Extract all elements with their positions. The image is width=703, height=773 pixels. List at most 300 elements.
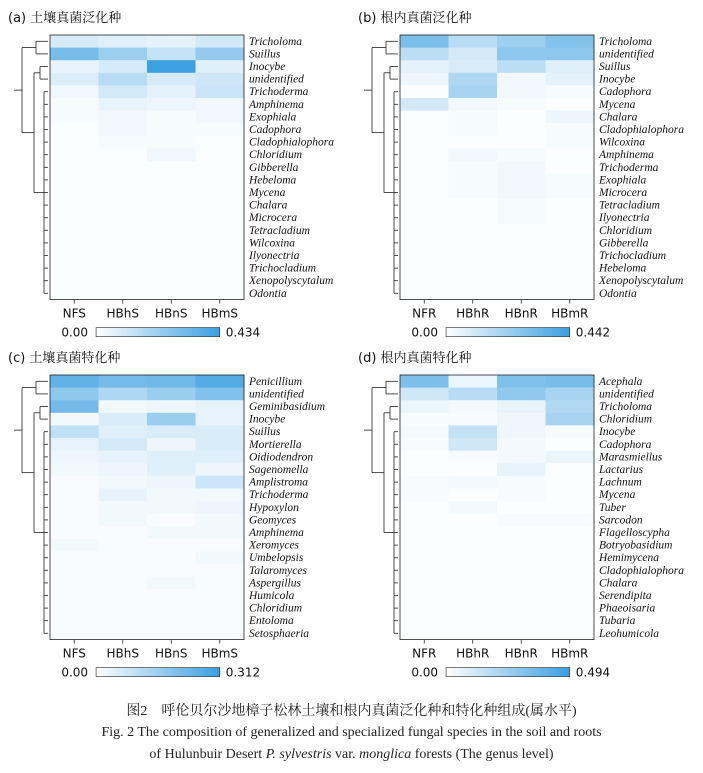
heatmap-cell	[546, 400, 595, 413]
row-label: Microcera	[599, 187, 648, 199]
heatmap-cell	[449, 262, 498, 275]
heatmap-cell	[50, 211, 99, 224]
heatmap-cell	[147, 589, 196, 602]
row-label: Tricholoma	[599, 401, 653, 413]
row-label: Inocybe	[249, 413, 286, 426]
heatmap-cell	[449, 274, 498, 287]
heatmap-cell	[400, 476, 449, 489]
heatmap-cell	[449, 488, 498, 501]
heatmap-cell	[449, 48, 498, 61]
row-label: Cadophora	[599, 438, 652, 451]
heatmap-cell	[99, 438, 148, 451]
heatmap-cell	[449, 237, 498, 250]
heatmap-cell	[497, 111, 546, 124]
heatmap-cell	[196, 388, 245, 401]
heatmap-cell	[400, 224, 449, 237]
heatmap-cell	[50, 463, 99, 476]
heatmap-cell	[546, 501, 595, 514]
heatmap-cell	[50, 400, 99, 413]
heatmap-cell	[400, 73, 449, 86]
row-label: Sarcodon	[599, 514, 643, 527]
heatmap-cell	[449, 98, 498, 111]
heatmap-cell	[50, 85, 99, 98]
heatmap-cell	[497, 287, 546, 300]
heatmap-cell	[497, 589, 546, 602]
row-label: Ilyonectria	[249, 250, 300, 262]
heatmap-cell	[147, 400, 196, 413]
heatmap-cell	[99, 48, 148, 61]
heatmap-cell	[50, 98, 99, 111]
heatmap-cell	[99, 262, 148, 275]
heatmap-cell	[50, 375, 99, 388]
row-label: Chloridium	[249, 602, 303, 615]
column-label: HBnR	[504, 306, 538, 321]
heatmap-cell	[497, 161, 546, 174]
heatmap-cell	[497, 526, 546, 539]
row-label: Odontia	[249, 287, 287, 300]
heatmap-cell	[50, 287, 99, 300]
colorbar-max-label: 0.434	[225, 325, 261, 340]
heatmap-cell	[196, 60, 245, 73]
row-label: Tricholoma	[599, 35, 653, 48]
heatmap-cell	[400, 438, 449, 451]
column-label: HBnS	[155, 646, 188, 661]
row-label: Gibberella	[599, 237, 649, 250]
heatmap-cell	[449, 85, 498, 98]
heatmap-cell	[497, 501, 546, 514]
heatmap-cell	[147, 186, 196, 199]
heatmap-cell	[196, 526, 245, 539]
row-label: Exophiala	[599, 174, 647, 187]
heatmap-cell	[497, 211, 546, 224]
heatmap-cell	[196, 514, 245, 527]
row-label: Geminibasidium	[249, 401, 326, 413]
heatmap-cell	[546, 136, 595, 149]
heatmap-cell	[400, 199, 449, 212]
row-label: Tetracladium	[249, 224, 310, 237]
heatmap-cell	[99, 136, 148, 149]
colorbar-max-label: 0.494	[575, 665, 611, 680]
heatmap-cell	[99, 501, 148, 514]
heatmap-cell	[400, 577, 449, 590]
heatmap-cell	[50, 551, 99, 564]
panel-title: (d) 根内真菌特化种	[358, 351, 472, 366]
heatmap-cell	[99, 237, 148, 250]
heatmap-cell	[497, 488, 546, 501]
heatmap-cell	[449, 400, 498, 413]
heatmap-cell	[449, 589, 498, 602]
row-label: Trichoderma	[599, 161, 659, 174]
heatmap-cell	[400, 589, 449, 602]
heatmap-cell	[546, 148, 595, 161]
heatmap-cell	[196, 564, 245, 577]
heatmap-cell	[147, 514, 196, 527]
heatmap-cell	[99, 539, 148, 552]
heatmap-cell	[497, 35, 546, 48]
heatmap-cell	[196, 199, 245, 212]
heatmap-cell	[497, 539, 546, 552]
colorbar	[96, 668, 220, 677]
heatmap-cell	[99, 526, 148, 539]
heatmap-cell	[50, 388, 99, 401]
heatmap-cell	[147, 111, 196, 124]
row-label: Geomyces	[249, 514, 297, 527]
column-label: NFR	[412, 646, 437, 661]
heatmap-cell	[196, 111, 245, 124]
heatmap-cell	[50, 161, 99, 174]
heatmap-cell	[99, 274, 148, 287]
heatmap-cell	[497, 425, 546, 438]
heatmap-cell	[449, 148, 498, 161]
heatmap-cell	[400, 287, 449, 300]
heatmap-cell	[449, 564, 498, 577]
heatmap-cell	[546, 85, 595, 98]
heatmap-cell	[50, 224, 99, 237]
heatmap-cell	[196, 400, 245, 413]
heatmap-cell	[147, 136, 196, 149]
colorbar	[446, 328, 570, 337]
heatmap-cell	[147, 602, 196, 615]
heatmap-cell	[400, 463, 449, 476]
heatmap-cell	[497, 413, 546, 426]
heatmap-cell	[99, 174, 148, 187]
heatmap-cell	[147, 48, 196, 61]
heatmap-cell	[546, 488, 595, 501]
heatmap-cell	[546, 514, 595, 527]
heatmap-cell	[546, 451, 595, 464]
heatmap-cell	[546, 438, 595, 451]
row-label: Amphinema	[249, 527, 304, 539]
column-label: HBmS	[201, 306, 239, 321]
heatmap-cell	[196, 614, 245, 627]
heatmap-cell	[546, 174, 595, 187]
heatmap-cell	[497, 174, 546, 187]
row-label: Tricholoma	[249, 35, 303, 48]
heatmap-cell	[196, 501, 245, 514]
heatmap-cell	[449, 224, 498, 237]
colorbar-min-label: 0.00	[411, 665, 439, 680]
row-label: Gibberella	[249, 161, 299, 174]
heatmap-cell	[50, 136, 99, 149]
heatmap-cell	[449, 526, 498, 539]
heatmap-cell	[400, 602, 449, 615]
heatmap-cell	[449, 375, 498, 388]
heatmap-cell	[50, 60, 99, 73]
row-label: Amplistroma	[249, 476, 308, 489]
row-label: Cadophora	[599, 86, 652, 99]
heatmap-cell	[147, 551, 196, 564]
heatmap-cell	[400, 501, 449, 514]
heatmap-cell	[147, 148, 196, 161]
heatmap-cell	[400, 174, 449, 187]
heatmap-cell	[400, 98, 449, 111]
heatmap-cell	[497, 123, 546, 136]
heatmap-cell	[546, 287, 595, 300]
row-label: Chloridium	[599, 413, 653, 426]
heatmap-cell	[147, 199, 196, 212]
heatmap-cell	[147, 451, 196, 464]
heatmap-cell	[449, 174, 498, 187]
row-label: Wilcoxina	[249, 237, 295, 250]
heatmap-cell	[147, 123, 196, 136]
colorbar-max-label: 0.442	[575, 325, 611, 340]
heatmap-cell	[147, 476, 196, 489]
heatmap-cell	[196, 375, 245, 388]
heatmap-cell	[50, 237, 99, 250]
heatmap-cell	[50, 174, 99, 187]
heatmap-cell	[546, 211, 595, 224]
heatmap-cell	[400, 161, 449, 174]
heatmap-cell	[400, 413, 449, 426]
row-label: Amphinema	[249, 98, 304, 111]
row-label: Phaeoisaria	[599, 602, 656, 615]
heatmap-cell	[546, 564, 595, 577]
row-label: Ilyonectria	[599, 212, 650, 225]
heatmap-cell	[99, 564, 148, 577]
heatmap-cell	[196, 186, 245, 199]
heatmap-cell	[196, 539, 245, 552]
heatmap-cell	[196, 48, 245, 61]
heatmap-cell	[196, 274, 245, 287]
heatmap-cell	[99, 413, 148, 426]
column-label: HBnR	[504, 646, 538, 661]
heatmap-cell	[546, 237, 595, 250]
heatmap-cell	[546, 463, 595, 476]
heatmap-cell	[449, 476, 498, 489]
heatmap-cell	[196, 438, 245, 451]
heatmap-cell	[546, 98, 595, 111]
heatmap-cell	[400, 274, 449, 287]
heatmap-cell	[546, 73, 595, 86]
heatmap-cell	[400, 400, 449, 413]
row-label: Mycena	[599, 98, 636, 111]
column-label: HBmS	[201, 646, 239, 661]
heatmap-cell	[196, 123, 245, 136]
row-label: Chloridium	[599, 224, 653, 237]
heatmap-cell	[546, 375, 595, 388]
heatmap-cell	[147, 388, 196, 401]
row-label: Lachnum	[599, 476, 642, 489]
row-label: Serendipita	[599, 590, 652, 602]
heatmap-cell	[449, 539, 498, 552]
heatmap-cell	[400, 488, 449, 501]
heatmap-cell	[99, 199, 148, 212]
heatmap-cell	[196, 98, 245, 111]
heatmap-cell	[400, 514, 449, 527]
heatmap-cell	[497, 186, 546, 199]
heatmap-cell	[497, 224, 546, 237]
heatmap-cell	[400, 148, 449, 161]
column-label: HBhS	[106, 306, 139, 321]
heatmap-cell	[400, 262, 449, 275]
row-label: Aspergillus	[249, 577, 301, 590]
heatmap-cell	[449, 388, 498, 401]
heatmap-cell	[50, 262, 99, 275]
row-label: Mycena	[599, 489, 636, 502]
heatmap-cell	[449, 514, 498, 527]
row-label: Suillus	[249, 48, 281, 61]
heatmap-cell	[147, 224, 196, 237]
heatmap-cell	[99, 60, 148, 73]
heatmap-cell	[449, 425, 498, 438]
heatmap-cell	[497, 375, 546, 388]
heatmap-cell	[50, 48, 99, 61]
heatmap-cell	[99, 400, 148, 413]
caption-en-variety: monglica	[359, 747, 412, 762]
heatmap-cell	[99, 123, 148, 136]
heatmap-cell	[196, 488, 245, 501]
heatmap-cell	[449, 249, 498, 262]
caption-en-line2-mid: var.	[331, 747, 360, 762]
heatmap-cell	[50, 539, 99, 552]
heatmap-cell	[497, 249, 546, 262]
heatmap-cell	[99, 224, 148, 237]
heatmap-cell	[400, 123, 449, 136]
heatmap-cell	[497, 627, 546, 640]
panel-title: (c) 土壤真菌特化种	[8, 351, 121, 366]
heatmap-cell	[449, 551, 498, 564]
column-label: NFS	[62, 646, 86, 661]
column-label: HBhR	[456, 646, 490, 661]
heatmap-cell	[147, 211, 196, 224]
row-label: Chalara	[249, 199, 288, 212]
caption-en-line2-pre: of Hulunbuir Desert	[149, 747, 266, 762]
heatmap-cell	[400, 111, 449, 124]
row-label: Acephala	[599, 375, 643, 388]
row-label: unidentified	[599, 388, 654, 401]
row-label: Trichocladium	[599, 250, 667, 262]
row-label: Xenopolyscytalum	[599, 275, 684, 288]
colorbar	[96, 328, 220, 337]
heatmap-cell	[147, 614, 196, 627]
heatmap-cell	[196, 148, 245, 161]
heatmap-cell	[497, 148, 546, 161]
heatmap-cell	[99, 388, 148, 401]
heatmap-cell	[546, 35, 595, 48]
heatmap-cell	[546, 262, 595, 275]
heatmap-cell	[196, 287, 245, 300]
heatmap-cell	[400, 526, 449, 539]
heatmap-cell	[99, 375, 148, 388]
row-label: Humicola	[249, 590, 295, 602]
heatmap-cell	[50, 249, 99, 262]
heatmap-cell	[50, 73, 99, 86]
heatmap-cell	[50, 589, 99, 602]
row-label: Hypoxylon	[249, 501, 299, 514]
row-label: Setosphaeria	[249, 627, 310, 640]
heatmap-cell	[147, 237, 196, 250]
heatmap-cell	[546, 161, 595, 174]
row-label: unidentified	[599, 48, 654, 61]
heatmap-cell	[400, 425, 449, 438]
heatmap-cell	[196, 211, 245, 224]
heatmap-cell	[99, 514, 148, 527]
heatmap-cell	[449, 111, 498, 124]
heatmap-cell	[50, 602, 99, 615]
heatmap-cell	[497, 564, 546, 577]
heatmap-cell	[147, 501, 196, 514]
heatmap-cell	[196, 602, 245, 615]
heatmap-cell	[449, 287, 498, 300]
heatmap-cell	[99, 614, 148, 627]
heatmap-cell	[546, 476, 595, 489]
heatmap-cell	[546, 224, 595, 237]
heatmap-cell	[497, 274, 546, 287]
heatmap-cell	[147, 287, 196, 300]
heatmap-cell	[449, 501, 498, 514]
heatmap-cell	[497, 388, 546, 401]
heatmap-cell	[400, 451, 449, 464]
heatmap-cell	[497, 262, 546, 275]
row-label: Trichoderma	[249, 86, 309, 99]
heatmap-cell	[400, 539, 449, 552]
heatmap-cell	[546, 274, 595, 287]
heatmap-cell	[546, 186, 595, 199]
heatmap-cell	[497, 98, 546, 111]
row-label: Chloridium	[249, 149, 303, 162]
heatmap-cell	[147, 98, 196, 111]
heatmap-cell	[400, 375, 449, 388]
heatmap-cell	[196, 224, 245, 237]
heatmap-cell	[400, 564, 449, 577]
heatmap-cell	[196, 627, 245, 640]
heatmap-cell	[497, 451, 546, 464]
heatmap-cell	[196, 451, 245, 464]
heatmap-cell	[400, 614, 449, 627]
heatmap-cell	[400, 48, 449, 61]
heatmap-cell	[50, 526, 99, 539]
row-label: Umbelopsis	[249, 552, 304, 565]
heatmap-cell	[99, 627, 148, 640]
heatmap-cell	[449, 577, 498, 590]
heatmap-cell	[50, 514, 99, 527]
heatmap-cell	[99, 551, 148, 564]
heatmap-cell	[400, 388, 449, 401]
heatmap-cell	[147, 161, 196, 174]
heatmap-cell	[196, 476, 245, 489]
heatmap-cell	[497, 614, 546, 627]
heatmap-cell	[147, 577, 196, 590]
panel-title: (b) 根内真菌泛化种	[358, 11, 472, 26]
heatmap-cell	[147, 438, 196, 451]
heatmap-cell	[449, 627, 498, 640]
heatmap-cell	[546, 199, 595, 212]
heatmap-cell	[99, 186, 148, 199]
heatmap-cell	[449, 35, 498, 48]
heatmap-cell	[50, 451, 99, 464]
heatmap-cell	[546, 48, 595, 61]
heatmap-cell	[196, 413, 245, 426]
heatmap-panel-c	[8, 350, 325, 680]
heatmap-cell	[99, 476, 148, 489]
heatmap-cell	[147, 526, 196, 539]
heatmap-cell	[449, 161, 498, 174]
heatmap-cell	[497, 136, 546, 149]
heatmap-cell	[196, 463, 245, 476]
heatmap-cell	[497, 85, 546, 98]
colorbar-max-label: 0.312	[225, 665, 261, 680]
heatmap-cell	[546, 602, 595, 615]
heatmap-cell	[449, 602, 498, 615]
row-label: Inocybe	[599, 73, 636, 86]
heatmap-cell	[99, 287, 148, 300]
heatmap-cell	[196, 174, 245, 187]
heatmap-cell	[147, 274, 196, 287]
heatmap-cell	[196, 262, 245, 275]
heatmap-cell	[50, 438, 99, 451]
heatmap-cell	[546, 413, 595, 426]
heatmap-cell	[449, 614, 498, 627]
